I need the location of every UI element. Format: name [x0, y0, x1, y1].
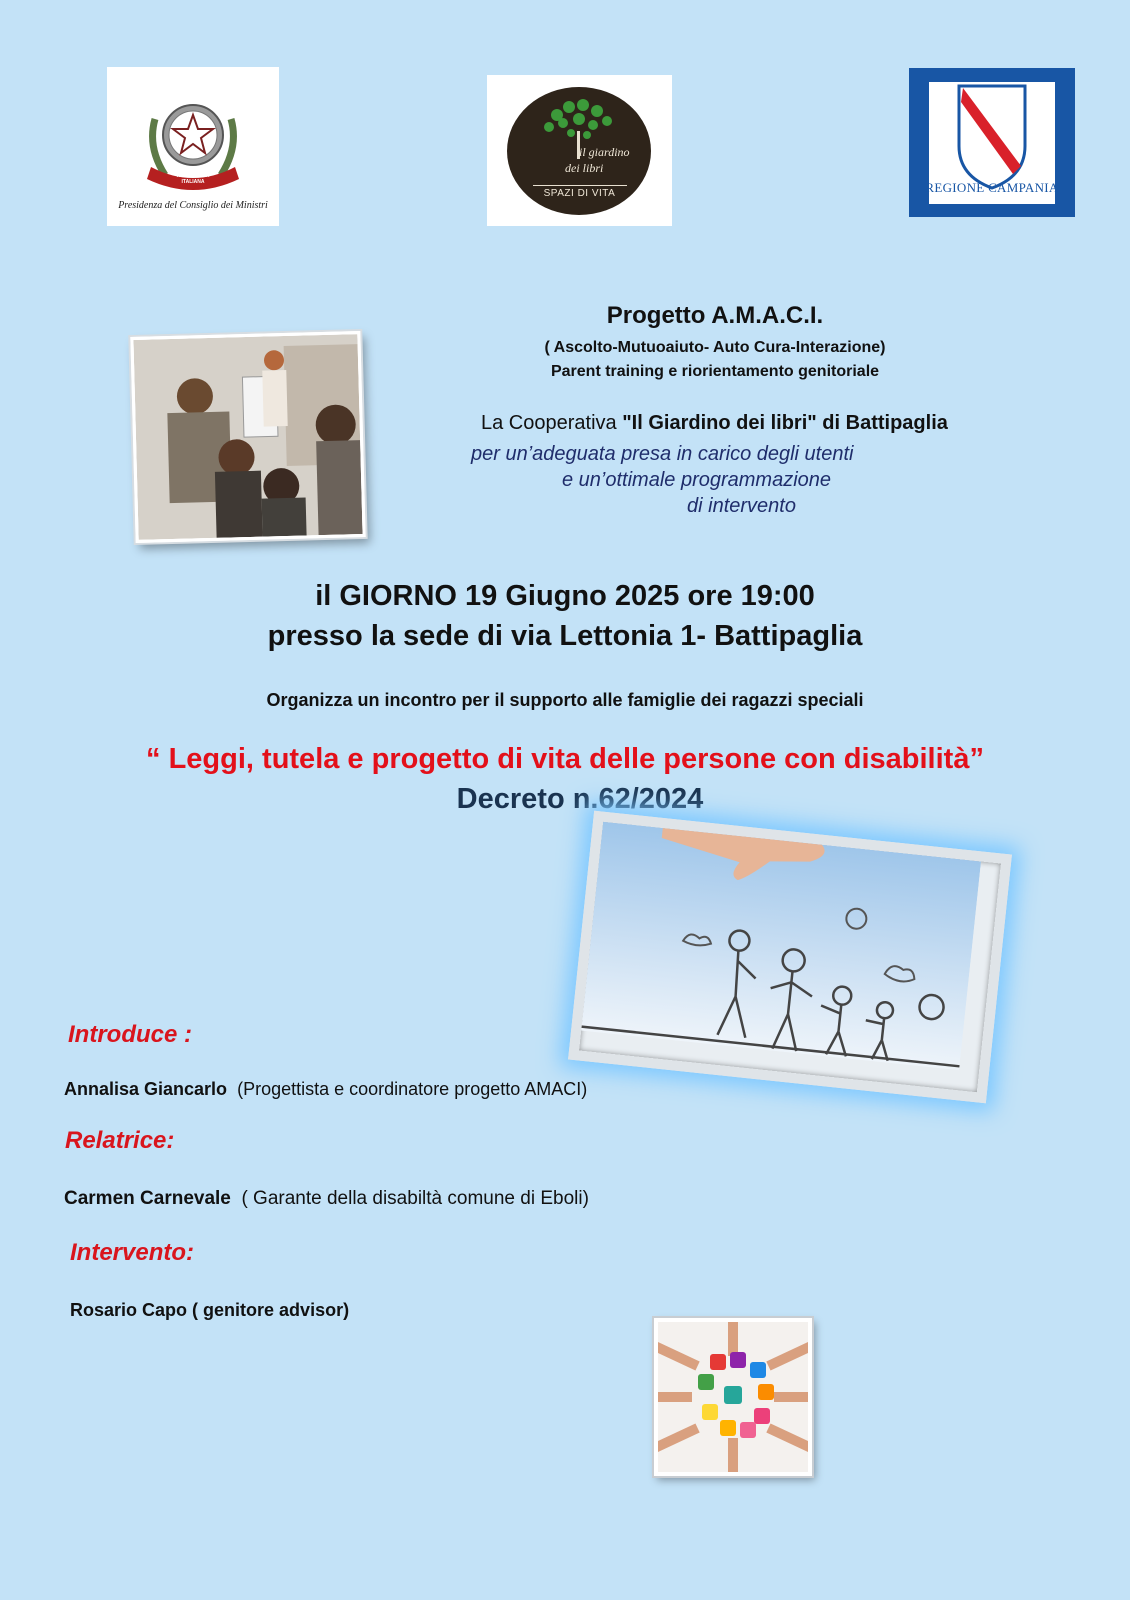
giardino-logo — [487, 75, 672, 226]
speaker-name: Carmen Carnevale — [64, 1188, 231, 1209]
group-meeting-photo — [130, 331, 365, 543]
event-venue: presso la sede di via Lettonia 1- Battipaglia — [267, 620, 863, 652]
speaker-detail: ( Garante della disabiltà comune di Eboli) — [241, 1188, 589, 1209]
event-date: il GIORNO 19 Giugno 2025 ore 19:00 — [315, 580, 815, 612]
puzzle-hands-photo — [654, 1318, 812, 1476]
cooperative-name: "Il Giardino dei libri" di Battipaglia — [622, 412, 948, 434]
cooperative-line — [481, 412, 1041, 435]
ribbon-text: REPUBBLICA ITALIANA — [176, 173, 210, 185]
event-decree: Decreto n.62/2024 — [456, 783, 704, 815]
meeting-illustration — [133, 334, 362, 540]
project-subtitle: ( Ascolto-Mutuoaiuto- Auto Cura-Interazione) — [544, 339, 886, 356]
giardino-line1: il giardino — [579, 145, 630, 159]
speaker-name: Annalisa Giancarlo — [64, 1079, 228, 1099]
project-tagline: Parent training e riorientamento genitoriale — [550, 363, 880, 380]
role-introduce: Introduce : — [68, 1021, 192, 1048]
regione-campania-logo — [909, 68, 1075, 217]
presidenza-logo — [107, 67, 279, 226]
purpose-line-3: di intervento — [687, 495, 796, 517]
purpose-line-2: e un’ottimale programmazione — [562, 469, 832, 491]
speaker-detail: ( genitore advisor) — [192, 1300, 350, 1320]
event-organizes: Organizza un incontro per il supporto alle famiglie dei ragazzi speciali — [266, 690, 864, 710]
presidenza-caption: Presidenza del Consiglio dei Ministri — [118, 200, 268, 211]
hand-family-illustration-frame — [568, 811, 1012, 1104]
role-relatrice: Relatrice: — [65, 1127, 175, 1154]
project-title: Progetto A.M.A.C.I. — [606, 302, 824, 329]
event-theme: “ Leggi, tutela e progetto di vita delle persone con disabilità” — [146, 743, 984, 775]
puzzle-circle-illustration — [658, 1322, 808, 1472]
speaker-detail: (Progettista e coordinatore progetto AMACI) — [237, 1079, 588, 1099]
speaker-intervento — [70, 1300, 349, 1321]
speaker-relatrice — [64, 1188, 589, 1210]
cooperative-prefix: La Cooperativa — [481, 412, 623, 434]
giardino-line3: SPAZI DI VITA — [543, 188, 616, 199]
purpose-line-1: per un’adeguata presa in carico degli utenti — [471, 443, 854, 465]
regione-label: REGIONE CAMPANIA — [925, 180, 1059, 195]
giardino-line2: dei libri — [565, 161, 604, 175]
speaker-introduce — [64, 1079, 587, 1100]
speaker-name: Rosario Capo — [70, 1300, 188, 1320]
family-drawing — [581, 822, 981, 1071]
role-intervento: Intervento: — [70, 1239, 195, 1266]
